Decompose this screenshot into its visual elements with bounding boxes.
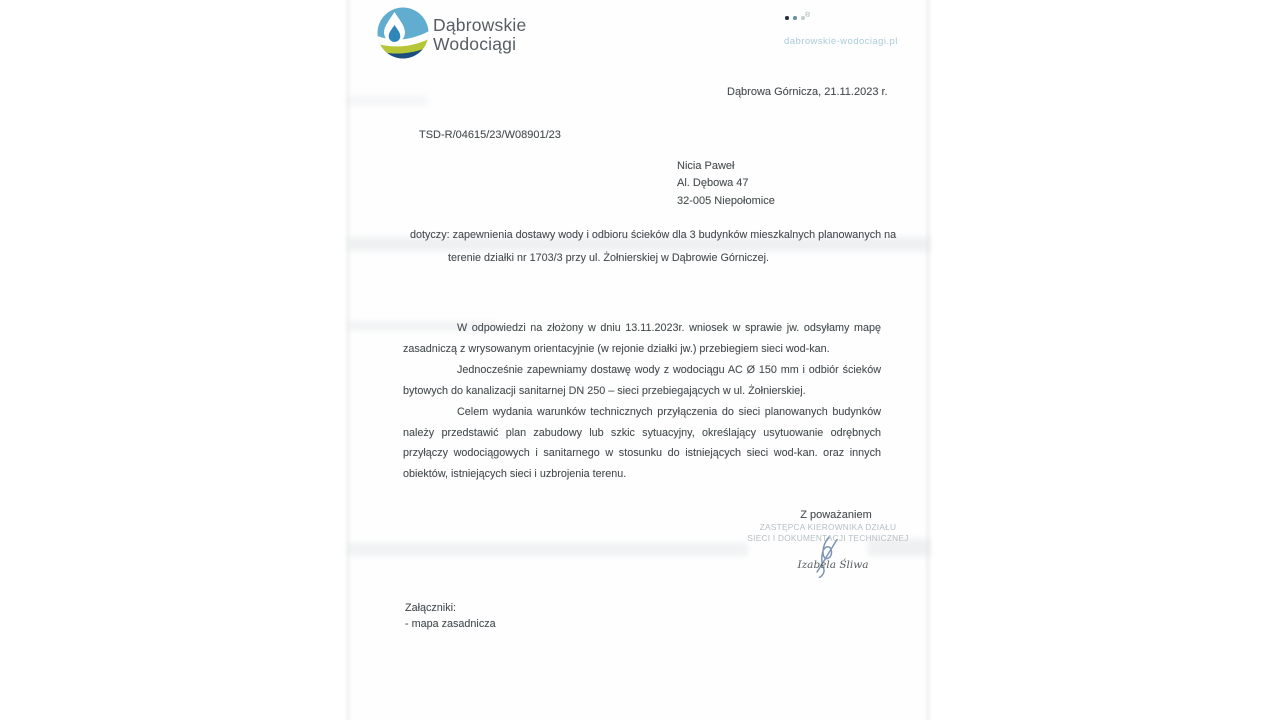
company-name-line1: Dąbrowskie bbox=[433, 15, 527, 35]
reference-number: TSD-R/04615/23/W08901/23 bbox=[419, 129, 561, 141]
recipient-name: Nicia Paweł bbox=[677, 160, 735, 172]
valediction: Z poważaniem bbox=[800, 509, 872, 521]
stamp-line2: SIECI I DOKUMENTACJI TECHNICZNEJ bbox=[747, 533, 909, 543]
dot-icon bbox=[793, 16, 797, 20]
header-dots-decoration bbox=[785, 16, 805, 20]
recipient-block bbox=[677, 158, 775, 210]
body-paragraph: W odpowiedzi na złożony w dniu 13.11.2023r. wniosek w sprawie jw. odsyłamy mapę zasadniczą z wrysowanym orientacyjnie (w rejonie działki jw.) przebiegiem sieci wod-kan. bbox=[403, 322, 881, 355]
attachments-label: Załączniki: bbox=[405, 602, 457, 614]
signatory-name: Izabela Śliwa bbox=[797, 559, 869, 571]
company-name bbox=[433, 16, 526, 53]
body-paragraph: Celem wydania warunków technicznych przyłączenia do sieci planowanych budynków należy przedstawić plan zabudowy lub szkic sytuacyjny, określający usytuowanie odrębnych przyłączy wodociągowych i sanitarnego w stosunku do istniejących sieci wod-kan. oraz innych obiektów, istniejących sieci i uzbrojenia terenu. bbox=[403, 405, 881, 481]
attachment-item: - mapa zasadnicza bbox=[405, 617, 496, 630]
registered-mark: ® bbox=[805, 12, 811, 19]
attachments-block bbox=[405, 601, 496, 632]
water-drop-logo-icon bbox=[377, 7, 429, 59]
letter-date: Dąbrowa Górnicza, 21.11.2023 r. bbox=[727, 86, 888, 98]
recipient-street: Al. Dębowa 47 bbox=[677, 177, 749, 190]
company-website: dabrowskie-wodociagi.pl bbox=[784, 36, 898, 47]
subject-line1: dotyczy: zapewnienia dostawy wody i odbioru ścieków dla 3 budynków mieszkalnych planowanych na bbox=[410, 229, 897, 241]
subject-line2: terenie działki nr 1703/3 przy ul. Żołnierskiej w Dąbrowie Górniczej. bbox=[448, 251, 770, 264]
handwritten-signature-icon bbox=[808, 534, 850, 578]
company-name-line2: Wodociągi bbox=[433, 33, 517, 54]
subject-block bbox=[410, 229, 896, 264]
stamp-line1: ZASTĘPCA KIEROWNIKA DZIAŁU bbox=[759, 522, 897, 532]
recipient-city: 32-005 Niepołomice bbox=[677, 194, 775, 207]
letter-body bbox=[403, 318, 881, 485]
dot-icon bbox=[785, 16, 789, 20]
body-paragraph: Jednocześnie zapewniamy dostawę wody z wodociągu AC Ø 150 mm i odbiór ścieków bytowych do kanalizacji sanitarnej DN 250 – sieci przebiegających w ul. Żołnierskiej. bbox=[403, 363, 881, 397]
dot-icon bbox=[801, 16, 805, 20]
